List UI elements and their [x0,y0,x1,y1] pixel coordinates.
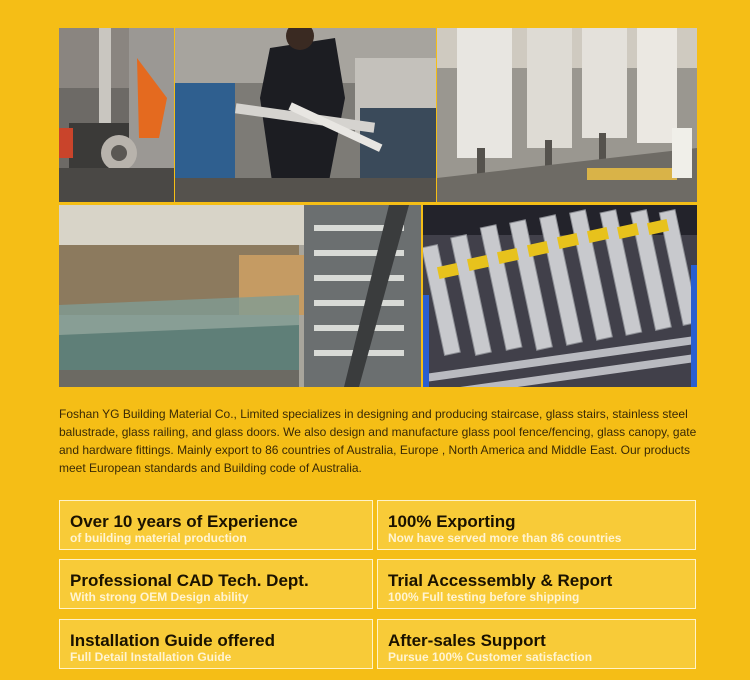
feature-subtitle: Pursue 100% Customer satisfaction [388,650,593,664]
feature-after-sales [377,619,696,669]
feature-cad-dept [59,559,373,609]
glass-panels-warehouse-photo [59,205,421,387]
feature-installation-guide [59,619,373,669]
feature-title: Professional CAD Tech. Dept. [70,571,309,590]
feature-subtitle: Full Detail Installation Guide [70,650,232,664]
feature-title: Installation Guide offered [70,631,275,650]
feature-subtitle: With strong OEM Design ability [70,590,249,604]
feature-title: Trial Accessembly & Report [388,571,613,590]
drilling-machine-photo [437,28,697,202]
feature-exporting [377,500,696,550]
company-description: Foshan YG Building Material Co., Limited specializes in designing and producing staircase, glass stairs, stainless steel balustrade, glass railing, and glass doors. We also design and manufacture glass pool fence/fencing, glass canopy, gate and hardware fittings. Mainly export to 86 countries of Australia, Europe , North America and Middle East. Our products meet European standards and Building code of Australia. [59,407,697,475]
feature-title: Over 10 years of Experience [70,512,298,531]
worker-welding-photo [175,28,436,202]
grinding-machine-photo [59,28,174,202]
feature-subtitle: of building material production [70,531,247,545]
feature-trial-report [377,559,696,609]
feature-title: After-sales Support [388,631,546,650]
feature-subtitle: 100% Full testing before shipping [388,590,580,604]
feature-subtitle: Now have served more than 86 countries [388,531,622,545]
feature-experience [59,500,373,550]
stainless-steel-handrails-photo [423,205,697,387]
feature-title: 100% Exporting [388,512,516,531]
